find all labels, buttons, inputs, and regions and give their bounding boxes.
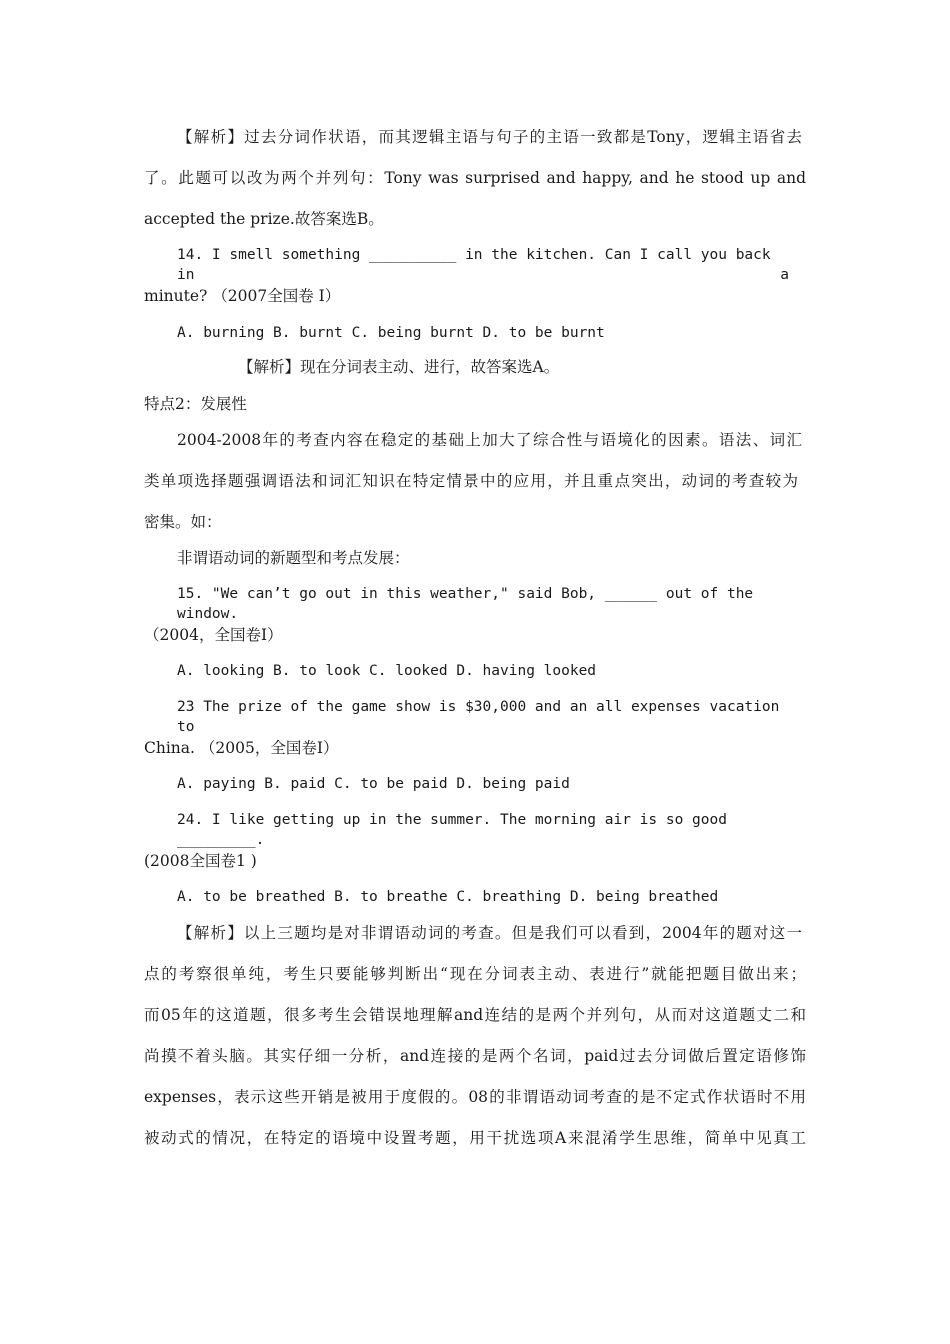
paragraph-line-3: 密集。如： [144, 513, 222, 531]
analysis-line-5: expenses，表示这些开销是被用于度假的。08的非谓语动词考查的是不定式作状语时不用 [144, 1088, 806, 1106]
analysis-14: 【解析】现在分词表主动、进行，故答案选A。 [238, 358, 560, 376]
paragraph-line-2: 类单项选择题强调语法和词汇知识在特定情景中的应用，并且重点突出，动词的考查较为 [144, 472, 798, 490]
analysis-line-3: 而05年的这道题，很多考生会错误地理解and连结的是两个并列句，从而对这道题丈二和 [144, 1006, 806, 1024]
section-heading-feature-2: 特点2：发展性 [144, 395, 247, 413]
question-24-source: (2008全国卷1 ) [144, 852, 257, 870]
question-14-options: A. burning B. burnt C. being burnt D. to be burnt [177, 325, 605, 341]
analysis-13-line-1: 【解析】过去分词作状语，而其逻辑主语与句子的主语一致都是Tony，逻辑主语省去 [177, 128, 802, 146]
analysis-line-1: 【解析】以上三题均是对非谓语动词的考查。但是我们可以看到，2004年的题对这一 [177, 924, 802, 942]
analysis-line-2: 点的考察很单纯，考生只要能够判断出“现在分词表主动、表进行”就能把题目做出来； [144, 965, 806, 983]
subheading-new-types: 非谓语动词的新题型和考点发展： [177, 549, 410, 567]
question-15-stem: 15. "We can’t go out in this weather," said Bob, ______ out of the window. [177, 586, 754, 622]
question-23-source: China. （2005，全国卷Ⅰ） [144, 739, 339, 757]
analysis-line-4: 尚摸不着头脑。其实仔细一分析，and连接的是两个名词，paid过去分词做后置定语修饰 [144, 1047, 806, 1065]
question-23-stem: 23 The prize of the game show is $30,000 and an all expenses vacation to [177, 699, 780, 735]
paragraph-line-1: 2004-2008年的考查内容在稳定的基础上加大了综合性与语境化的因素。语法、词汇 [177, 431, 802, 449]
question-24-stem: 24. I like getting up in the summer. The morning air is so good _________. [177, 812, 727, 848]
question-24-options: A. to be breathed B. to breathe C. breathing D. being breathed [177, 889, 719, 905]
question-15-source: （2004，全国卷Ⅰ） [144, 626, 283, 644]
analysis-13-line-2: 了。此题可以改为两个并列句：Tony was surprised and happy, and he stood up and [144, 169, 806, 187]
analysis-13-line-3: accepted the prize.故答案选B。 [144, 210, 384, 228]
question-23-options: A. paying B. paid C. to be paid D. being paid [177, 776, 570, 792]
question-15-options: A. looking B. to look C. looked D. having looked [177, 663, 597, 679]
question-14-stem: 14. I smell something __________ in the kitchen. Can I call you back in a [177, 247, 789, 283]
analysis-line-6: 被动式的情况，在特定的语境中设置考题，用干扰选项A来混淆学生思维，简单中见真工 [144, 1129, 806, 1147]
question-14-source: minute? （2007全国卷 I） [144, 287, 341, 305]
